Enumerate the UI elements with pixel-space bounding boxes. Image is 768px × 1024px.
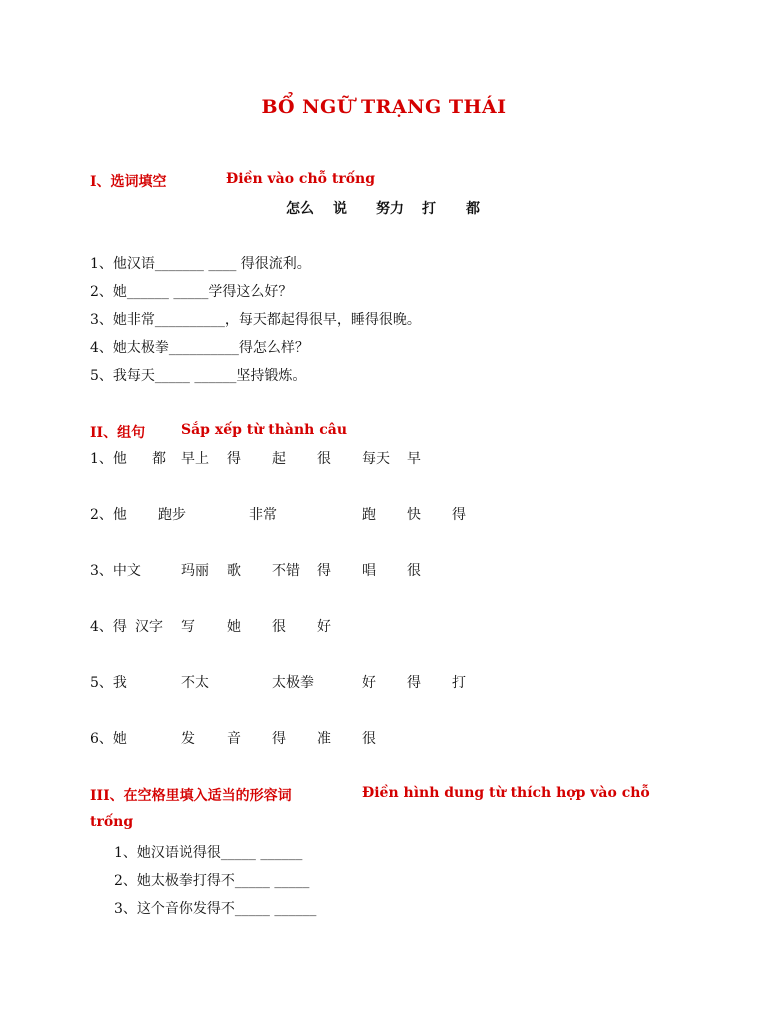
- section3-heading-cn: III、在空格里填入适当的形容词: [90, 788, 292, 804]
- section3-heading-vn-cont: trống: [90, 814, 134, 830]
- word-token: 早: [407, 451, 421, 467]
- word-token: 得: [272, 731, 286, 747]
- word-token: 得: [407, 675, 421, 691]
- word-token: 2、他: [90, 507, 127, 523]
- word-bank-item: 说: [333, 201, 347, 217]
- word-token: 1、他: [90, 451, 127, 467]
- word-token: 很: [317, 451, 331, 467]
- word-token: 歌: [227, 563, 241, 579]
- word-token: 很: [407, 563, 421, 579]
- word-token: 很: [362, 731, 376, 747]
- fill-blank-item: 4、她太极拳__________得怎么样？: [90, 340, 309, 356]
- word-token: 得: [227, 451, 241, 467]
- fill-blank-item: 3、她非常__________，每天都起得很早，睡得很晚。: [90, 312, 421, 328]
- word-token: 太极拳: [272, 675, 314, 691]
- word-token: 快: [407, 507, 421, 523]
- word-token: 6、她: [90, 731, 127, 747]
- section1-heading-vn: Điền vào chỗ trống: [226, 171, 375, 187]
- word-token: 跑步: [158, 507, 186, 523]
- word-token: 唱: [362, 563, 376, 579]
- word-token: 汉字: [135, 619, 163, 635]
- fill-blank-item: 2、她______ _____学得这么好？: [90, 284, 293, 300]
- section3-heading-vn: Điền hình dung từ thích hợp vào chỗ: [362, 785, 650, 801]
- word-token: 3、中文: [90, 563, 141, 579]
- word-token: 非常: [249, 507, 277, 523]
- word-token: 跑: [362, 507, 376, 523]
- word-token: 早上: [181, 451, 209, 467]
- word-bank-item: 打: [422, 201, 436, 217]
- word-token: 打: [452, 675, 466, 691]
- word-token: 5、我: [90, 675, 127, 691]
- word-token: 得: [452, 507, 466, 523]
- fill-blank-item: 1、他汉语_______ ____ 得很流利。: [90, 256, 311, 272]
- word-token: 4、得: [90, 619, 127, 635]
- word-token: 她: [227, 619, 241, 635]
- word-token: 得: [317, 563, 331, 579]
- page-title: BỔ NGỮ TRẠNG THÁI: [261, 96, 507, 118]
- word-token: 每天: [362, 451, 390, 467]
- word-bank-item: 努力: [376, 201, 404, 217]
- adjective-fill-item: 1、她汉语说得很_____ ______: [114, 845, 303, 861]
- word-bank-item: 都: [466, 201, 480, 217]
- adjective-fill-item: 2、她太极拳打得不_____ _____: [114, 873, 310, 889]
- word-token: 发: [181, 731, 195, 747]
- word-bank-item: 怎么: [286, 201, 314, 217]
- word-token: 玛丽: [181, 563, 209, 579]
- section1-heading-cn: I、选词填空: [90, 174, 167, 190]
- word-token: 准: [317, 731, 331, 747]
- word-token: 好: [317, 619, 331, 635]
- word-token: 写: [181, 619, 195, 635]
- word-token: 好: [362, 675, 376, 691]
- word-token: 很: [272, 619, 286, 635]
- word-token: 不太: [181, 675, 209, 691]
- section2-heading-vn: Sắp xếp từ thành câu: [181, 422, 348, 438]
- word-token: 音: [227, 731, 241, 747]
- word-token: 不错: [272, 563, 300, 579]
- fill-blank-item: 5、我每天_____ ______坚持锻炼。: [90, 368, 307, 384]
- word-token: 起: [272, 451, 286, 467]
- section2-heading-cn: II、组句: [90, 425, 146, 441]
- word-token: 都: [152, 451, 166, 467]
- adjective-fill-item: 3、这个音你发得不_____ ______: [114, 901, 317, 917]
